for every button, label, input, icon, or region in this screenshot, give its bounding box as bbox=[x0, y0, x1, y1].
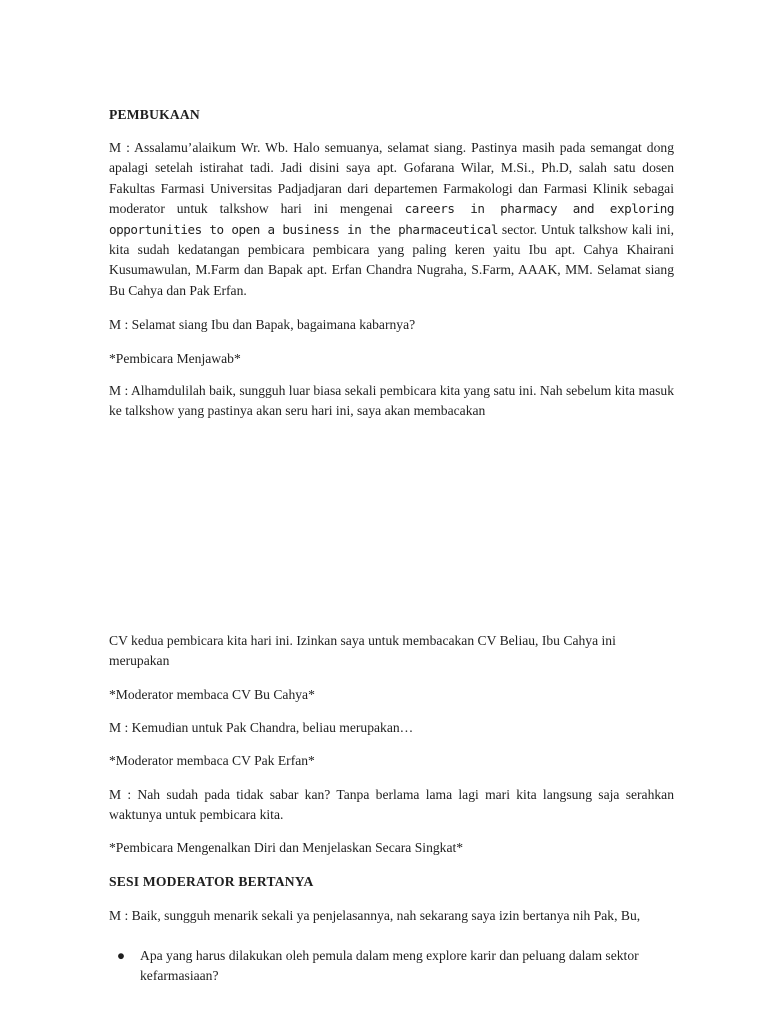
stage-direction-cv-pak-erfan: *Moderator membaca CV Pak Erfan* bbox=[109, 753, 315, 768]
paragraph-pak-chandra: M : Kemudian untuk Pak Chandra, beliau merupakan… bbox=[109, 720, 414, 735]
paragraph-greeting: M : Selamat siang Ibu dan Bapak, bagaimana kabarnya? bbox=[109, 317, 416, 332]
paragraph-opening-text-2: careers in pharmacy and exploring opportunities to open a business in the pharmaceutical bbox=[109, 201, 674, 237]
paragraph-opening-text-3: sector. Untuk talkshow kali ini, kita sudah kedatangan pembicara pembicara yang paling keren yaitu Ibu apt. Cahya Khairani Kusumawulan, M.Farm dan Bapak apt. Erfan Chandra Nugraha, S.Farm, AAAK, MM. Selamat siang Bu Cahya dan Pak Erfan. bbox=[109, 221, 674, 298]
paragraph-cv-reading: CV kedua pembicara kita hari ini. Izinkan saya untuk membacakan CV Beliau, Ibu Cahya ini merupakan bbox=[109, 633, 616, 669]
paragraph-question-intro: M : Baik, sungguh menarik sekali ya penjelasannya, nah sekarang saya izin bertanya nih Pak, Bu, bbox=[109, 908, 641, 923]
stage-direction-cv-bu-cahya: *Moderator membaca CV Bu Cahya* bbox=[109, 687, 315, 702]
section-heading-pembukaan: PEMBUKAAN bbox=[109, 107, 200, 122]
paragraph-handover: M : Nah sudah pada tidak sabar kan? Tanpa berlama lama lagi mari kita langsung saja serahkan waktunya untuk pembicara kita. bbox=[109, 787, 674, 823]
list-item-text: Apa yang harus dilakukan oleh pemula dalam meng explore karir dan peluang dalam sektor kefarmasiaan? bbox=[140, 948, 639, 984]
bullet-icon: ● bbox=[116, 948, 126, 963]
stage-direction-speakers-introduce: *Pembicara Mengenalkan Diri dan Menjelaskan Secara Singkat* bbox=[109, 840, 464, 855]
paragraph-intro-cv: M : Alhamdulilah baik, sungguh luar biasa sekali pembicara kita yang satu ini. Nah sebelum kita masuk ke talkshow yang pastinya akan seru hari ini, saya akan membacakan bbox=[109, 383, 674, 419]
section-heading-sesi-moderator: SESI MODERATOR BERTANYA bbox=[109, 874, 314, 889]
paragraph-opening bbox=[109, 138, 674, 302]
paragraph-opening-text-1: M : Assalamu’alaikum Wr. Wb. Halo semuanya, selamat siang. Pastinya masih pada semangat dong apalagi setelah istirahat tadi. Jadi disini saya apt. Gofarana Wilar, M.Si., Ph.D, salah satu dosen Fakultas Farmasi Universitas Padjadjaran dari departemen Farmakologi dan Farmasi Klinik sebagai moderator untuk talkshow hari ini mengenai bbox=[109, 140, 674, 217]
stage-direction-speakers-answer: *Pembicara Menjawab* bbox=[109, 351, 241, 366]
list-item bbox=[109, 946, 674, 987]
